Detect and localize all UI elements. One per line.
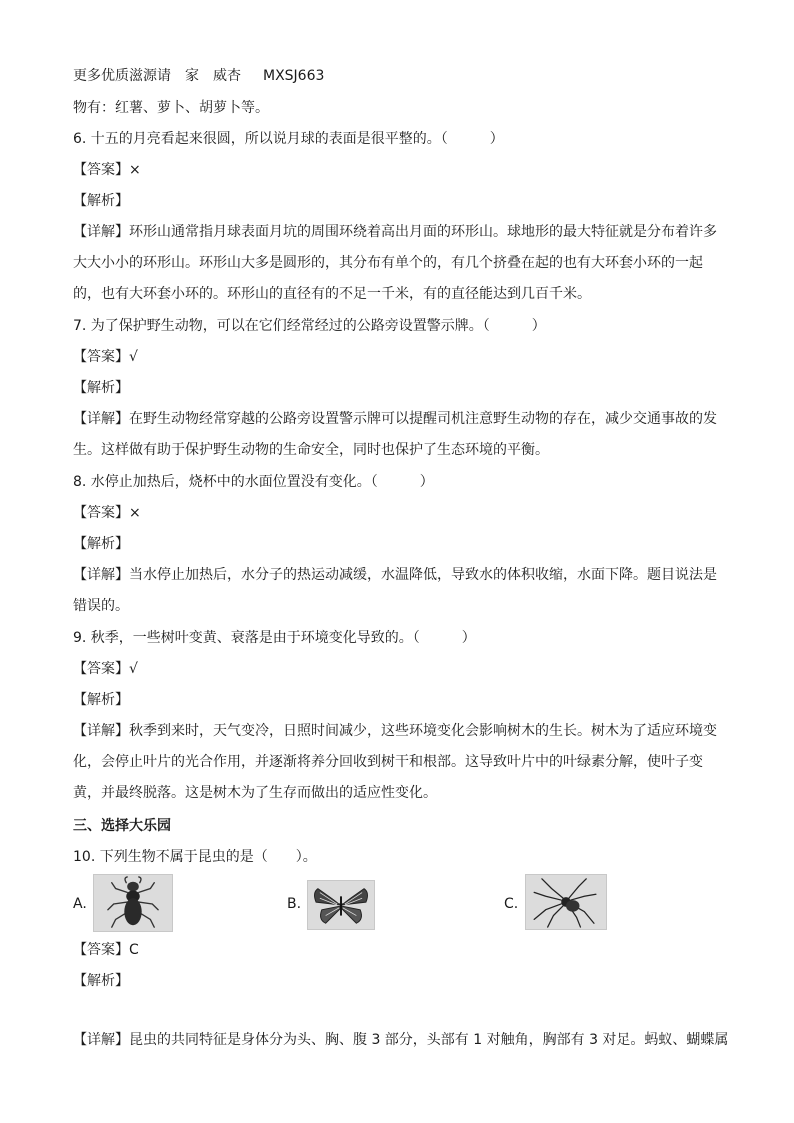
watermark-part-2: 家 bbox=[185, 68, 199, 84]
analysis-6: 【解析】 bbox=[73, 193, 129, 209]
analysis-7: 【解析】 bbox=[73, 380, 129, 396]
detail-10: 【详解】昆虫的共同特征是身体分为头、胸、腹 3 部分，头部有 1 对触角，胸部有 3 对足。蚂蚁、蝴蝶属 bbox=[73, 1032, 729, 1048]
continued-text: 物有：红薯、萝卜、胡萝卜等。 bbox=[73, 100, 269, 116]
analysis-10: 【解析】 bbox=[73, 973, 129, 989]
answer-7: 【答案】√ bbox=[73, 349, 138, 365]
watermark-part-1: 更多优质滋源请 bbox=[73, 68, 171, 84]
detail-6: 【详解】环形山通常指月球表面月坑的周围环绕着高出月面的环形山。球地形的最大特征就是分布着许多大大小小的环形山。环形山大多是圆形的，其分布有单个的，有几个挤叠在起的也有大环套小环的一起的，也有大环套小环的。环形山的直径有的不足一千米，有的直径能达到几百千米。 bbox=[73, 224, 717, 302]
detail-9: 【详解】秋季到来时，天气变冷，日照时间减少，这些环境变化会影响树木的生长。树木为了适应环境变化，会停止叶片的光合作用，并逐渐将养分回收到树干和根部。这导致叶片中的叶绿素分解，使叶子变黄，并最终脱落。这是树木为了生存而做出的适应性变化。 bbox=[73, 723, 717, 801]
answer-8: 【答案】× bbox=[73, 505, 141, 521]
option-a-label: A. bbox=[73, 896, 87, 912]
watermark-header bbox=[73, 66, 723, 86]
answer-6: 【答案】× bbox=[73, 162, 141, 178]
answer-9: 【答案】√ bbox=[73, 661, 138, 677]
answer-10: 【答案】C bbox=[73, 942, 139, 958]
butterfly-image bbox=[307, 880, 375, 930]
watermark-part-3: 威杏 bbox=[213, 68, 241, 84]
question-10-options bbox=[73, 872, 723, 934]
detail-8: 【详解】当水停止加热后，水分子的热运动减缓，水温降低，导致水的体积收缩，水面下降。题目说法是错误的。 bbox=[73, 567, 717, 614]
question-9: 9. 秋季，一些树叶变黄、衰落是由于环境变化导致的。（ ） bbox=[73, 630, 476, 646]
question-7: 7. 为了保护野生动物，可以在它们经常经过的公路旁设置警示牌。（ ） bbox=[73, 318, 546, 334]
option-c-label: C. bbox=[504, 896, 519, 912]
option-b-label: B. bbox=[287, 896, 302, 912]
watermark-part-4: MXSJ663 bbox=[263, 68, 325, 84]
spider-image bbox=[525, 874, 607, 930]
question-8: 8. 水停止加热后，烧杯中的水面位置没有变化。（ ） bbox=[73, 474, 434, 490]
analysis-8: 【解析】 bbox=[73, 536, 129, 552]
section-heading: 三、选择大乐园 bbox=[73, 818, 171, 834]
stag-beetle-image bbox=[93, 874, 173, 932]
detail-7: 【详解】在野生动物经常穿越的公路旁设置警示牌可以提醒司机注意野生动物的存在，减少交通事故的发生。这样做有助于保护野生动物的生命安全，同时也保护了生态环境的平衡。 bbox=[73, 411, 717, 458]
question-6: 6. 十五的月亮看起来很圆，所以说月球的表面是很平整的。（ ） bbox=[73, 131, 504, 147]
analysis-9: 【解析】 bbox=[73, 692, 129, 708]
question-10: 10. 下列生物不属于昆虫的是（ ）。 bbox=[73, 849, 317, 865]
